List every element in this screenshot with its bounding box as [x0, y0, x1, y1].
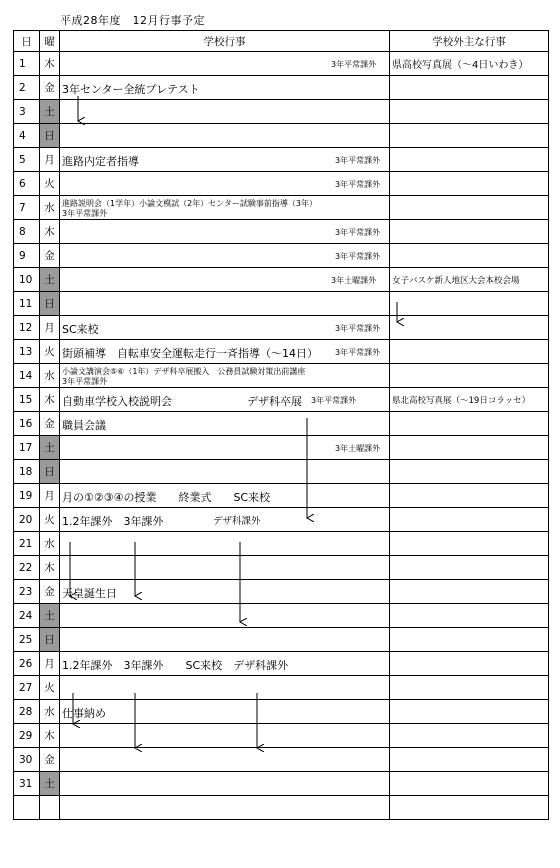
outside-event-cell [390, 532, 549, 556]
day-cell: 13 [14, 340, 40, 364]
outside-event-cell [390, 148, 549, 172]
outside-event-cell [390, 676, 549, 700]
extra-class-text: 3年平常課外 [331, 60, 377, 69]
weekday-cell: 木 [40, 220, 60, 244]
outside-event-cell [390, 748, 549, 772]
day-cell: 11 [14, 292, 40, 316]
outside-event-text: 県北高校写真展（～19日コラッセ） [392, 395, 531, 406]
extra-class-text: 3年平常課外 [62, 209, 108, 218]
school-event-text: デザ科卒展 [247, 395, 302, 408]
day-cell: 2 [14, 76, 40, 100]
table-row [14, 220, 549, 244]
day-cell: 19 [14, 484, 40, 508]
table-row [14, 532, 549, 556]
day-cell: 29 [14, 724, 40, 748]
school-event-text: 月の①②③④の授業 終業式 SC来校 [62, 491, 271, 504]
outside-event-cell [390, 292, 549, 316]
school-event-cell [60, 580, 390, 604]
school-event-cell [60, 124, 390, 148]
school-event-cell [60, 484, 390, 508]
school-event-cell [60, 628, 390, 652]
table-row [14, 604, 549, 628]
weekday-cell: 木 [40, 52, 60, 76]
table-row [14, 100, 549, 124]
school-event-cell [60, 532, 390, 556]
table-row [14, 436, 549, 460]
weekday-cell: 土 [40, 772, 60, 796]
school-event-cell [60, 268, 390, 292]
table-row [14, 700, 549, 724]
day-cell: 5 [14, 148, 40, 172]
blank-cell [14, 796, 40, 820]
outside-event-cell [390, 52, 549, 76]
outside-event-cell [390, 76, 549, 100]
extra-class-text: 3年平常課外 [335, 180, 381, 189]
weekday-cell: 金 [40, 76, 60, 100]
day-cell: 26 [14, 652, 40, 676]
school-event-cell [60, 316, 390, 340]
outside-event-cell [390, 340, 549, 364]
outside-event-cell [390, 772, 549, 796]
school-event-cell [60, 460, 390, 484]
table-row [14, 412, 549, 436]
outside-event-cell [390, 412, 549, 436]
school-event-cell [60, 244, 390, 268]
header-dow: 曜 [40, 31, 60, 52]
table-row [14, 268, 549, 292]
table-row [14, 244, 549, 268]
school-event-text: SC来校 [62, 323, 99, 336]
school-event-text: 3年センター全統プレテスト [62, 83, 200, 96]
extra-class-text: 3年土曜課外 [331, 276, 377, 285]
outside-event-cell [390, 268, 549, 292]
header-school-events: 学校行事 [60, 31, 390, 52]
weekday-cell: 土 [40, 268, 60, 292]
day-cell: 15 [14, 388, 40, 412]
blank-cell [390, 796, 549, 820]
school-event-text: 街頭補導 自転車安全運転走行一斉指導（～14日） [62, 347, 318, 360]
school-event-cell [60, 364, 390, 388]
table-row [14, 52, 549, 76]
school-event-cell [60, 748, 390, 772]
table-row [14, 124, 549, 148]
day-cell: 9 [14, 244, 40, 268]
header-outside-events: 学校外主な行事 [390, 31, 549, 52]
table-row [14, 724, 549, 748]
school-event-text: 1.2年課外 3年課外 [62, 515, 164, 528]
day-cell: 1 [14, 52, 40, 76]
weekday-cell: 日 [40, 628, 60, 652]
outside-event-cell [390, 388, 549, 412]
outside-event-cell [390, 220, 549, 244]
weekday-cell: 土 [40, 100, 60, 124]
outside-event-cell [390, 508, 549, 532]
school-event-cell [60, 340, 390, 364]
day-cell: 30 [14, 748, 40, 772]
weekday-cell: 火 [40, 508, 60, 532]
school-event-cell [60, 700, 390, 724]
school-event-cell [60, 676, 390, 700]
school-event-cell [60, 604, 390, 628]
weekday-cell: 月 [40, 316, 60, 340]
outside-event-cell [390, 100, 549, 124]
blank-cell [40, 796, 60, 820]
table-row [14, 388, 549, 412]
table-row [14, 76, 549, 100]
school-event-cell [60, 220, 390, 244]
day-cell: 21 [14, 532, 40, 556]
school-event-text: デザ科課外 [213, 516, 261, 527]
day-cell: 18 [14, 460, 40, 484]
table-row [14, 580, 549, 604]
day-cell: 31 [14, 772, 40, 796]
weekday-cell: 水 [40, 364, 60, 388]
school-event-text: 自動車学校入校説明会 [62, 395, 172, 408]
day-cell: 6 [14, 172, 40, 196]
day-cell: 10 [14, 268, 40, 292]
school-event-cell [60, 724, 390, 748]
table-row [14, 508, 549, 532]
blank-cell [60, 796, 390, 820]
day-cell: 25 [14, 628, 40, 652]
weekday-cell: 日 [40, 124, 60, 148]
school-event-text: 天皇誕生日 [62, 587, 117, 600]
weekday-cell: 土 [40, 436, 60, 460]
outside-event-cell [390, 652, 549, 676]
day-cell: 16 [14, 412, 40, 436]
school-event-cell [60, 100, 390, 124]
day-cell: 14 [14, 364, 40, 388]
outside-event-cell [390, 604, 549, 628]
table-row [14, 148, 549, 172]
outside-event-cell [390, 436, 549, 460]
outside-event-text: 女子バスケ新人地区大会本校会場 [392, 275, 520, 286]
day-cell: 7 [14, 196, 40, 220]
weekday-cell: 金 [40, 748, 60, 772]
schedule-table [13, 30, 549, 820]
day-cell: 22 [14, 556, 40, 580]
extra-class-text: 3年平常課外 [335, 156, 381, 165]
weekday-cell: 月 [40, 484, 60, 508]
weekday-cell: 木 [40, 724, 60, 748]
weekday-cell: 土 [40, 604, 60, 628]
school-event-text: 仕事納め [62, 707, 106, 720]
table-row [14, 316, 549, 340]
school-event-cell [60, 436, 390, 460]
school-event-cell [60, 652, 390, 676]
extra-class-text: 3年平常課外 [335, 252, 381, 261]
outside-event-cell [390, 172, 549, 196]
table-row [14, 460, 549, 484]
day-cell: 17 [14, 436, 40, 460]
outside-event-cell [390, 628, 549, 652]
weekday-cell: 月 [40, 652, 60, 676]
extra-class-text: 3年土曜課外 [335, 444, 381, 453]
outside-event-cell [390, 580, 549, 604]
outside-event-cell [390, 124, 549, 148]
weekday-cell: 木 [40, 388, 60, 412]
table-row [14, 364, 549, 388]
outside-event-text: 県高校写真展（～4日いわき） [392, 60, 529, 71]
day-cell: 27 [14, 676, 40, 700]
outside-event-cell [390, 244, 549, 268]
blank-row [14, 796, 549, 820]
weekday-cell: 水 [40, 700, 60, 724]
outside-event-cell [390, 460, 549, 484]
school-event-text: 小論文講演会⑤⑥（1年）デザ科卒展搬入 公務員試験対策出前講座 [62, 367, 306, 376]
table-row [14, 484, 549, 508]
table-row [14, 748, 549, 772]
outside-event-cell [390, 556, 549, 580]
day-cell: 12 [14, 316, 40, 340]
extra-class-text: 3年平常課外 [62, 377, 108, 386]
school-event-cell [60, 292, 390, 316]
weekday-cell: 日 [40, 292, 60, 316]
school-event-cell [60, 148, 390, 172]
school-event-cell [60, 412, 390, 436]
table-row [14, 556, 549, 580]
outside-event-cell [390, 364, 549, 388]
school-event-cell [60, 76, 390, 100]
school-event-cell [60, 172, 390, 196]
school-event-cell [60, 556, 390, 580]
outside-event-cell [390, 724, 549, 748]
header-row [14, 31, 549, 52]
weekday-cell: 金 [40, 244, 60, 268]
school-event-text: 1.2年課外 3年課外 SC来校 デザ科課外 [62, 659, 289, 672]
extra-class-text: 3年平常課外 [335, 228, 381, 237]
day-cell: 4 [14, 124, 40, 148]
school-event-cell [60, 772, 390, 796]
weekday-cell: 火 [40, 172, 60, 196]
school-event-cell [60, 388, 390, 412]
school-event-text: 進路内定者指導 [62, 155, 139, 168]
weekday-cell: 水 [40, 196, 60, 220]
day-cell: 8 [14, 220, 40, 244]
table-row [14, 628, 549, 652]
table-row [14, 196, 549, 220]
school-event-text: 進路説明会（1学年）小論文模試（2年）センター試験事前指導（3年） [62, 199, 317, 208]
header-day: 日 [14, 31, 40, 52]
weekday-cell: 金 [40, 580, 60, 604]
outside-event-cell [390, 484, 549, 508]
day-cell: 3 [14, 100, 40, 124]
weekday-cell: 水 [40, 532, 60, 556]
weekday-cell: 日 [40, 460, 60, 484]
school-event-cell [60, 508, 390, 532]
day-cell: 20 [14, 508, 40, 532]
weekday-cell: 火 [40, 676, 60, 700]
day-cell: 23 [14, 580, 40, 604]
day-cell: 24 [14, 604, 40, 628]
table-row [14, 172, 549, 196]
table-row [14, 292, 549, 316]
outside-event-cell [390, 196, 549, 220]
weekday-cell: 月 [40, 148, 60, 172]
weekday-cell: 金 [40, 412, 60, 436]
weekday-cell: 火 [40, 340, 60, 364]
day-cell: 28 [14, 700, 40, 724]
school-event-cell [60, 196, 390, 220]
school-event-text: 職員会議 [62, 419, 106, 432]
table-row [14, 772, 549, 796]
weekday-cell: 木 [40, 556, 60, 580]
table-row [14, 676, 549, 700]
extra-class-text: 3年平常課外 [335, 348, 381, 357]
table-row [14, 340, 549, 364]
page-title: 平成28年度 12月行事予定 [60, 14, 205, 27]
table-row [14, 652, 549, 676]
school-event-cell [60, 52, 390, 76]
outside-event-cell [390, 316, 549, 340]
extra-class-text: 3年平常課外 [335, 324, 381, 333]
outside-event-cell [390, 700, 549, 724]
extra-class-text: 3年平常課外 [311, 396, 357, 405]
